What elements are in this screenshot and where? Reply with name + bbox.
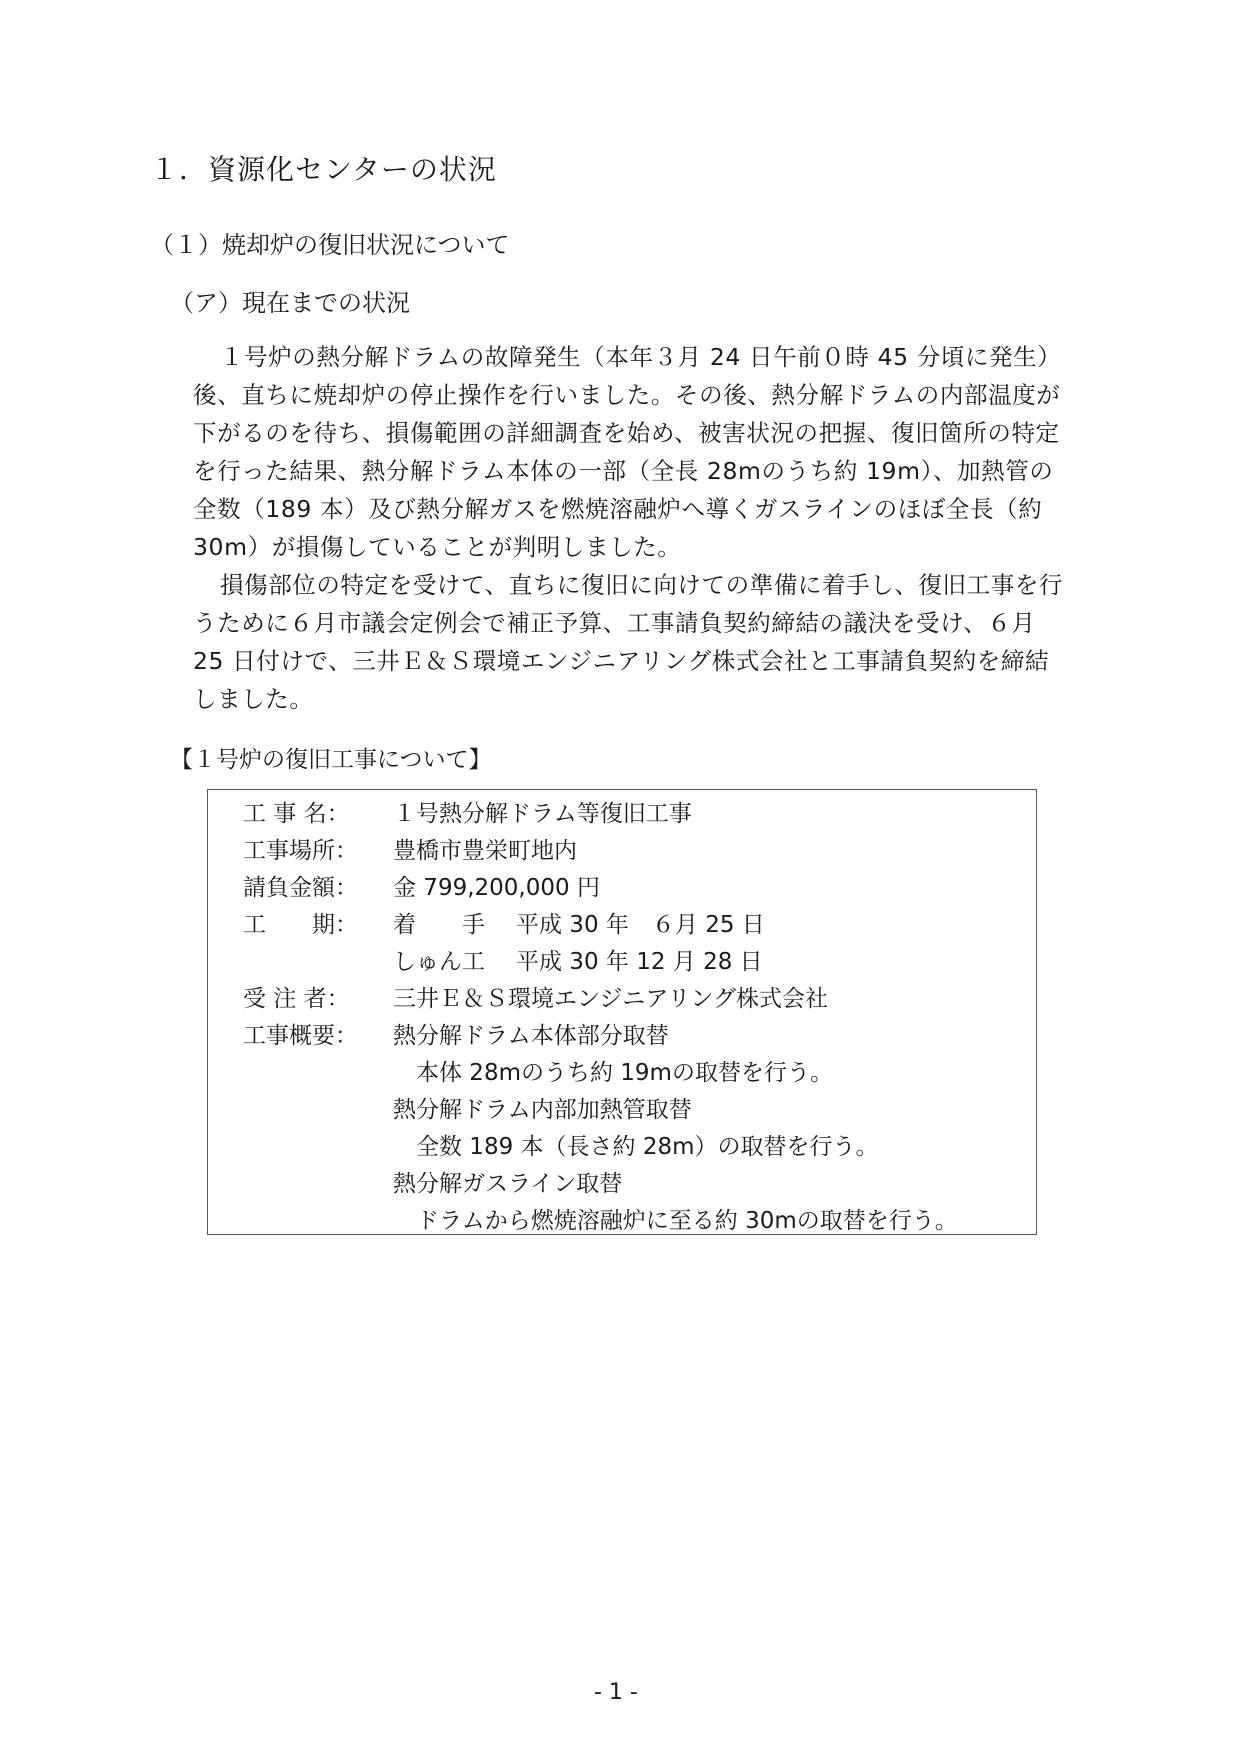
start-date: 平成 30 年 ６月 25 日 [516,912,765,938]
contractor-label: 受 注 者： [243,986,350,1012]
paragraph-line: 全数（189 本）及び熱分解ガスを燃焼溶融炉へ導くガスラインのほぼ全長（約 [193,495,1043,523]
overview-line: 熱分解ガスライン取替 [393,1171,623,1197]
section-title: １．資源化センターの状況 [150,153,497,186]
work-name-label: 工 事 名： [243,801,350,827]
completion-date: 平成 30 年 12 月 28 日 [516,949,763,975]
paragraph-line: 30m）が損傷していることが判明しました。 [193,533,682,561]
paragraph-line: 25 日付けで、三井Ｅ＆Ｓ環境エンジニアリング株式会社と工事請負契約を締結 [193,647,1050,675]
overview-line: 熱分解ドラム本体部分取替 [393,1023,669,1049]
work-name-value: １号熱分解ドラム等復旧工事 [393,801,692,827]
overview-line: 熱分解ドラム内部加熱管取替 [393,1097,692,1123]
contractor-value: 三井Ｅ＆Ｓ環境エンジニアリング株式会社 [393,986,829,1012]
box-caption: 【１号炉の復旧工事について】 [170,747,492,773]
paragraph-line: １号炉の熱分解ドラムの故障発生（本年３月 24 日午前０時 45 分頃に発生） [220,343,1062,371]
overview-line: ドラムから燃焼溶融炉に至る約 30mの取替を行う。 [416,1208,958,1234]
paragraph-line: 損傷部位の特定を受けて、直ちに復旧に向けての準備に着手し、復旧工事を行 [220,571,1064,599]
work-period-label: 工 期： [243,912,358,938]
overview-line: 全数 189 本（長さ約 28m）の取替を行う。 [416,1134,879,1160]
work-overview-label: 工事概要： [243,1023,358,1049]
work-location-value: 豊橋市豊栄町地内 [393,838,577,864]
overview-line: 本体 28mのうち約 19mの取替を行う。 [416,1060,833,1086]
work-location-label: 工事場所： [243,838,358,864]
completion-label: しゅん工 [393,949,485,975]
paragraph-line: 下がるのを待ち、損傷範囲の詳細調査を始め、被害状況の把握、復旧箇所の特定 [193,419,1060,447]
paragraph-line: うために６月市議会定例会で補正予算、工事請負契約締結の議決を受け、６月 [193,609,1036,637]
start-label: 着 手 [393,912,485,938]
paragraph-line: しました。 [193,685,314,713]
page-number: - 1 - [594,1680,638,1705]
paragraph-line: を行った結果、熱分解ドラム本体の一部（全長 28mのうち約 19m）、加熱管の [193,457,1054,485]
contract-amount-value: 金 799,200,000 円 [393,875,600,901]
paragraph-line: 後、直ちに焼却炉の停止操作を行いました。その後、熱分解ドラムの内部温度が [193,381,1061,409]
subsection-title: （１）焼却炉の復旧状況について [150,231,510,259]
subsubsection-title: （ア）現在までの状況 [170,289,410,317]
contract-amount-label: 請負金額： [243,875,358,901]
